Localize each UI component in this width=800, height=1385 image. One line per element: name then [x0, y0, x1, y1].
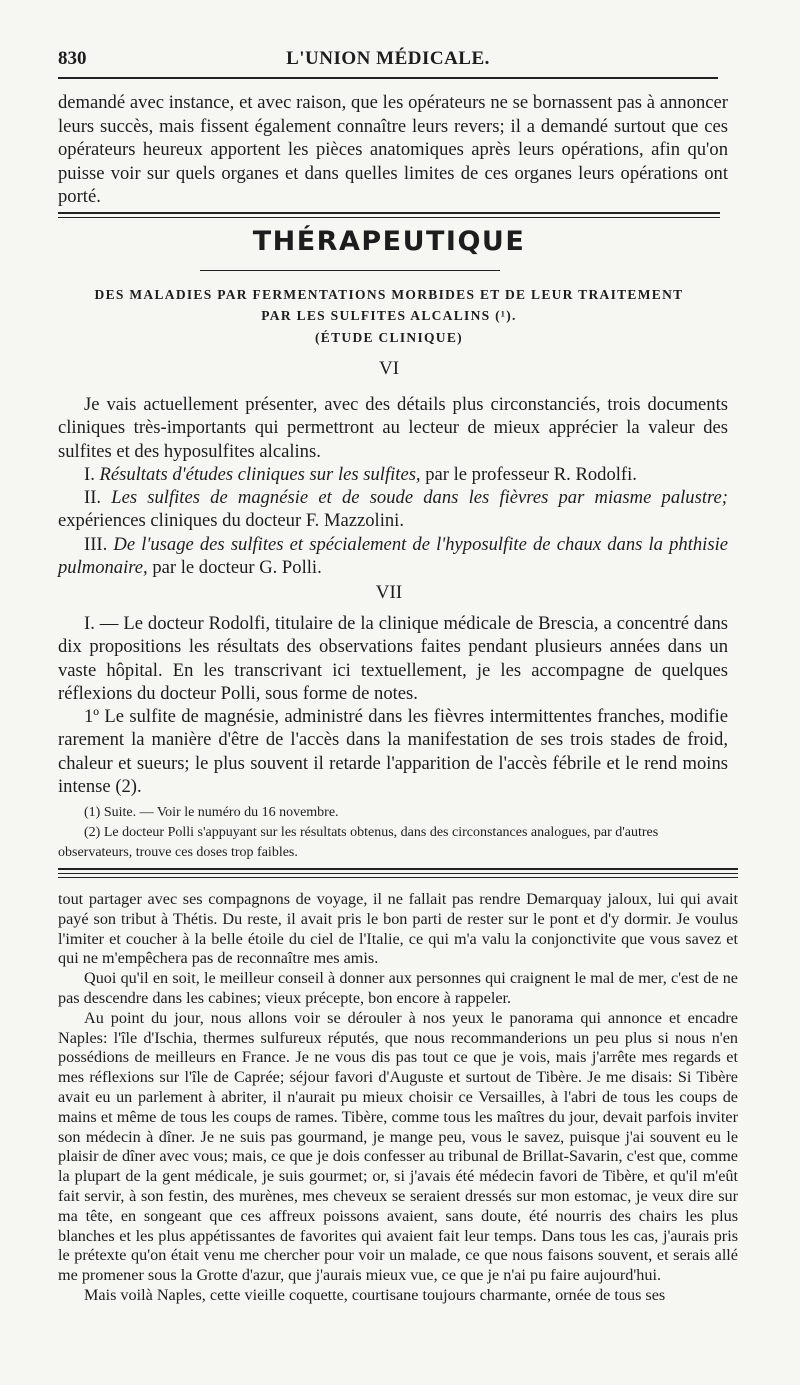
intro-paragraph: Je vais actuellement présenter, avec des détails plus circonstanciés, trois documents cliniques très-importants qui permettront au lecteur de mieux apprécier la valeur des sulfites et des hyposulfites alcalins. — [58, 394, 728, 462]
list-item — [58, 463, 728, 486]
part-heading-vii: VII — [375, 582, 403, 603]
list-item-title: Résultats d'études cliniques sur les sulfites, — [99, 463, 421, 485]
running-head — [58, 44, 718, 72]
list-item-title: Les sulfites de magnésie et de soude dans les fièvres par miasme palustre; — [111, 487, 728, 509]
list-item-author: par le professeur R. Rodolfi. — [420, 463, 637, 485]
footnotes — [58, 803, 728, 863]
part-heading-vi: VI — [378, 358, 400, 379]
section-divider — [58, 212, 720, 218]
title-underline — [200, 270, 500, 271]
list-item-title: De l'usage des sulfites et spécialement de l'hyposulfite de chaux dans la phthisie pulmonaire, — [58, 533, 728, 579]
feuilleton-paragraph: Mais voilà Naples, cette vieille coquette, courtisane toujours charmante, ornée de tous ses — [84, 1285, 666, 1304]
feuilleton-paragraph: tout partager avec ses compagnons de voyage, il ne fallait pas rendre Demarquay jaloux, lui qui avait payé son tribut à Thétis. Du reste, il avait pris le bon parti de rester sur le pont et d'y dormir. Je voulus l'imiter et coucher à la belle étoile du ciel de l'Italie, ce qui m'a valu la conjonctivite que vous savez et qui ne m'empêchera pas de reconnaître mes amis. — [58, 890, 738, 968]
feuilleton-paragraph: Au point du jour, nous allons voir se dérouler à nos yeux le panorama qui annonce et encadre Naples: l'île d'Ischia, thermes sulfureux réputés, que nous recommanderions un peu plus si nous n'en possédions de meilleurs en France. Je ne vous dis pas tout ce que je vois, mais j'arrête mes regards et mes réflexions sur l'île de Caprée; séjour favori d'Auguste et surtout de Tibère. Je me disais: Si Tibère avait eu un parlement à abriter, il n'aurait pu mieux choisir ce Versailles, à l'abri de tous les coups de mains et même de tous les coups de rames. Tibère, comme tous les maîtres du jour, devait parfois inviter son médecin à dîner. Je ne suis pas gourmand, je mange peu, vous le savez, puisque j'ai souvent eu le plaisir de dîner avec vous; mais, ce que je dois confesser au tribunal de Brillat-Savarin, c'est que, comme la plupart de la gent médicale, je suis gourmet; or, si j'avais été médecin favori de Tibère, et qu'il m'eût fait servir, à son festin, des murènes, mes cheveux se seraient dressés sur mon estomac, je veux dire sur ma tête, en songeant que ces affreux poissons avaient, sans doute, été nourris des chairs les plus blanches et les plus appétissantes de favorites qui avaient fait leur temps. Dans tous les cas, j'aurais pris le prétexte qu'on était venu me chercher pour voir un malade, ce que nous faisons souvent, et serais allé me promener sous la Grotte d'azur, que j'aurais mieux vue, ce que je n'ai pu faire aujourd'hui. — [58, 1008, 738, 1285]
article-title — [58, 284, 720, 326]
article-title-line2: PAR LES SULFITES ALCALINS (¹). — [261, 308, 517, 323]
list-item-number: III. — [84, 533, 108, 555]
page-number: 830 — [58, 48, 87, 69]
article-body-vi — [58, 393, 728, 579]
section-title: THÉRAPEUTIQUE — [252, 226, 526, 257]
list-item-author: par le docteur G. Polli. — [147, 557, 322, 579]
document-list — [58, 463, 728, 579]
list-item — [58, 533, 728, 580]
list-item — [58, 486, 728, 533]
feuilleton-text — [58, 890, 738, 1306]
list-item-number: II. — [84, 487, 102, 509]
article-subtitle: (ÉTUDE CLINIQUE) — [315, 330, 463, 345]
footnote-2: (2) Le docteur Polli s'appuyant sur les résultats obtenus, dans des circonstances analogues, par d'autres observateurs, trouve ces doses trop faibles. — [58, 825, 659, 860]
feuilleton-paragraph: Quoi qu'il en soit, le meilleur conseil à donner aux personnes qui craignent le mal de mer, c'est de ne pas descendre dans les cabines; vieux précepte, bon encore à rappeler. — [58, 969, 738, 1007]
list-item-number: I. — [84, 463, 95, 485]
journal-title: L'UNION MÉDICALE. — [286, 48, 490, 69]
article-body-vii — [58, 612, 728, 798]
article-title-line1: DES MALADIES PAR FERMENTATIONS MORBIDES ET DE LEUR TRAITEMENT — [94, 287, 684, 302]
paragraph-rodolfi: I. — Le docteur Rodolfi, titulaire de la clinique médicale de Brescia, a concentré dans dix propositions les résultats des observations faites pendant plusieurs années dans un vaste hôpital. En les transcrivant ici textuellement, je les accompagne de quelques réflexions du docteur Polli, sous forme de notes. — [58, 613, 728, 704]
footnote-1: (1) Suite. — Voir le numéro du 16 novembre. — [84, 805, 339, 820]
opening-paragraph: demandé avec instance, et avec raison, que les opérateurs ne se bornassent pas à annoncer leurs succès, mais fissent également connaître leurs revers; il a demandé surtout que ces opérateurs heureux apportent les pièces anatomiques après leurs opérations, afin qu'on puisse voir sur quels organes et dans quelles limites de ces organes leurs opérations ont porté. — [58, 92, 728, 207]
feuilleton-divider — [58, 868, 738, 878]
paragraph-proposition-1: 1º Le sulfite de magnésie, administré dans les fièvres intermittentes franches, modifie rarement la manière d'être de l'accès dans la manifestation de ses trois stades de froid, chaleur et sueurs; le plus souvent il retarde l'apparition de l'accès fébrile et le rend moins intense (2). — [58, 706, 728, 798]
header-rule — [58, 77, 718, 79]
list-item-author: expériences cliniques du docteur F. Mazzolini. — [58, 510, 404, 532]
